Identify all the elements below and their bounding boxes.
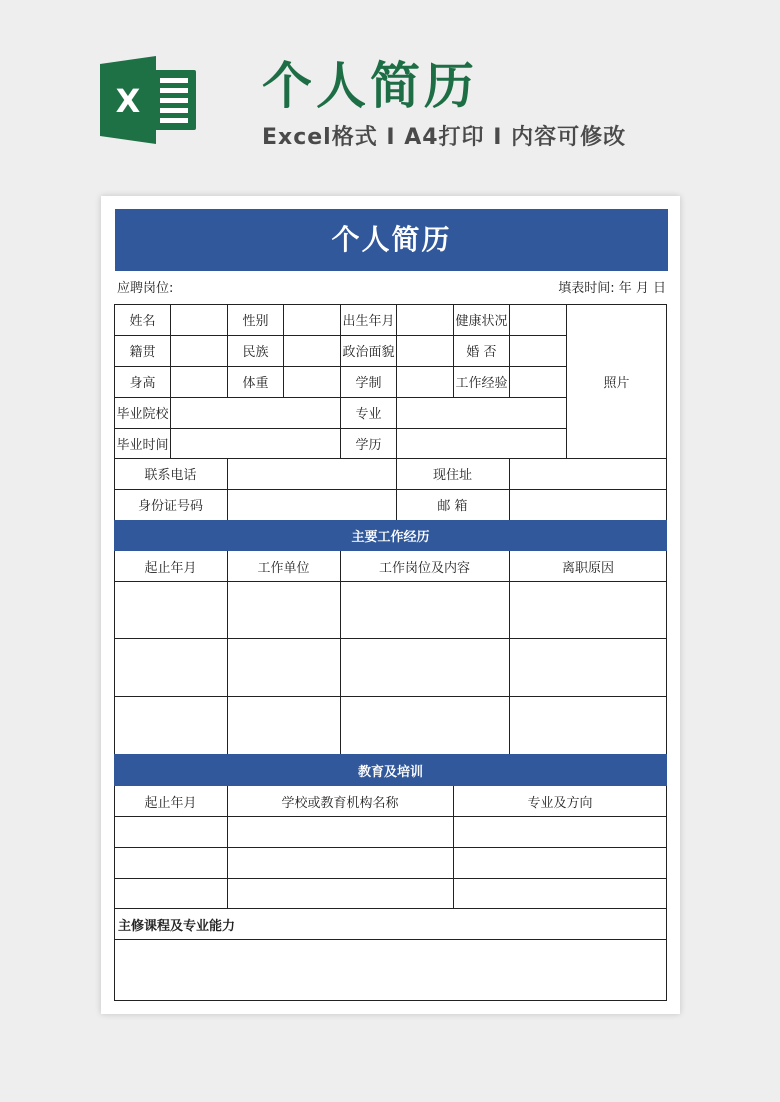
gender-field[interactable] xyxy=(284,304,340,335)
ethnicity-label: 民族 xyxy=(242,345,269,360)
name-field[interactable] xyxy=(171,304,227,335)
courses-field[interactable] xyxy=(114,940,667,1000)
degree-system-label: 学制 xyxy=(355,376,382,391)
phone-label: 联系电话 xyxy=(144,468,197,483)
work-col-period: 起止年月 xyxy=(144,560,197,576)
school-field[interactable] xyxy=(171,397,340,428)
edu-col-institution: 学校或教育机构名称 xyxy=(281,795,399,811)
edu-col-major: 专业及方向 xyxy=(527,795,593,811)
health-field[interactable] xyxy=(510,304,566,335)
marital-label: 婚 否 xyxy=(466,345,497,360)
photo-placeholder[interactable]: 照片 xyxy=(603,375,630,391)
address-field[interactable] xyxy=(510,458,667,489)
fill-time-label: 填表时间: 年 月 日 xyxy=(558,281,666,296)
major-label: 专业 xyxy=(355,407,382,422)
work-col-leave-reason: 离职原因 xyxy=(561,560,614,576)
education-label: 学历 xyxy=(355,437,382,453)
education-section-header: 教育及培训 xyxy=(114,754,667,786)
address-label: 现住址 xyxy=(432,468,472,483)
work-section-header: 主要工作经历 xyxy=(114,520,667,551)
email-label: 邮 箱 xyxy=(437,499,468,514)
graduation-time-label: 毕业时间 xyxy=(116,437,169,453)
id-number-label: 身份证号码 xyxy=(137,499,203,514)
weight-label: 体重 xyxy=(242,376,269,391)
page-subtitle: Excel格式 I A4打印 I 内容可修改 xyxy=(262,125,627,150)
edu-col-period: 起止年月 xyxy=(144,795,197,811)
sheet-banner-title: 个人简历 xyxy=(115,209,668,271)
native-place-label: 籍贯 xyxy=(129,345,156,360)
health-label: 健康状况 xyxy=(455,314,508,329)
major-field[interactable] xyxy=(397,397,566,428)
phone-field[interactable] xyxy=(228,458,396,489)
courses-label: 主修课程及专业能力 xyxy=(118,918,236,934)
school-label: 毕业院校 xyxy=(116,407,169,422)
page-title: 个人简历 xyxy=(262,57,478,115)
gender-label: 性别 xyxy=(242,314,269,329)
height-label: 身高 xyxy=(129,376,156,391)
political-label: 政治面貌 xyxy=(342,345,395,360)
work-experience-label: 工作经验 xyxy=(455,376,508,391)
birth-label: 出生年月 xyxy=(342,314,395,329)
birth-field[interactable] xyxy=(397,304,453,335)
logo-letter: X xyxy=(115,82,141,120)
position-label: 应聘岗位: xyxy=(117,281,174,296)
name-label: 姓名 xyxy=(129,314,156,329)
work-col-employer: 工作单位 xyxy=(257,560,310,576)
work-col-position: 工作岗位及内容 xyxy=(378,560,470,576)
